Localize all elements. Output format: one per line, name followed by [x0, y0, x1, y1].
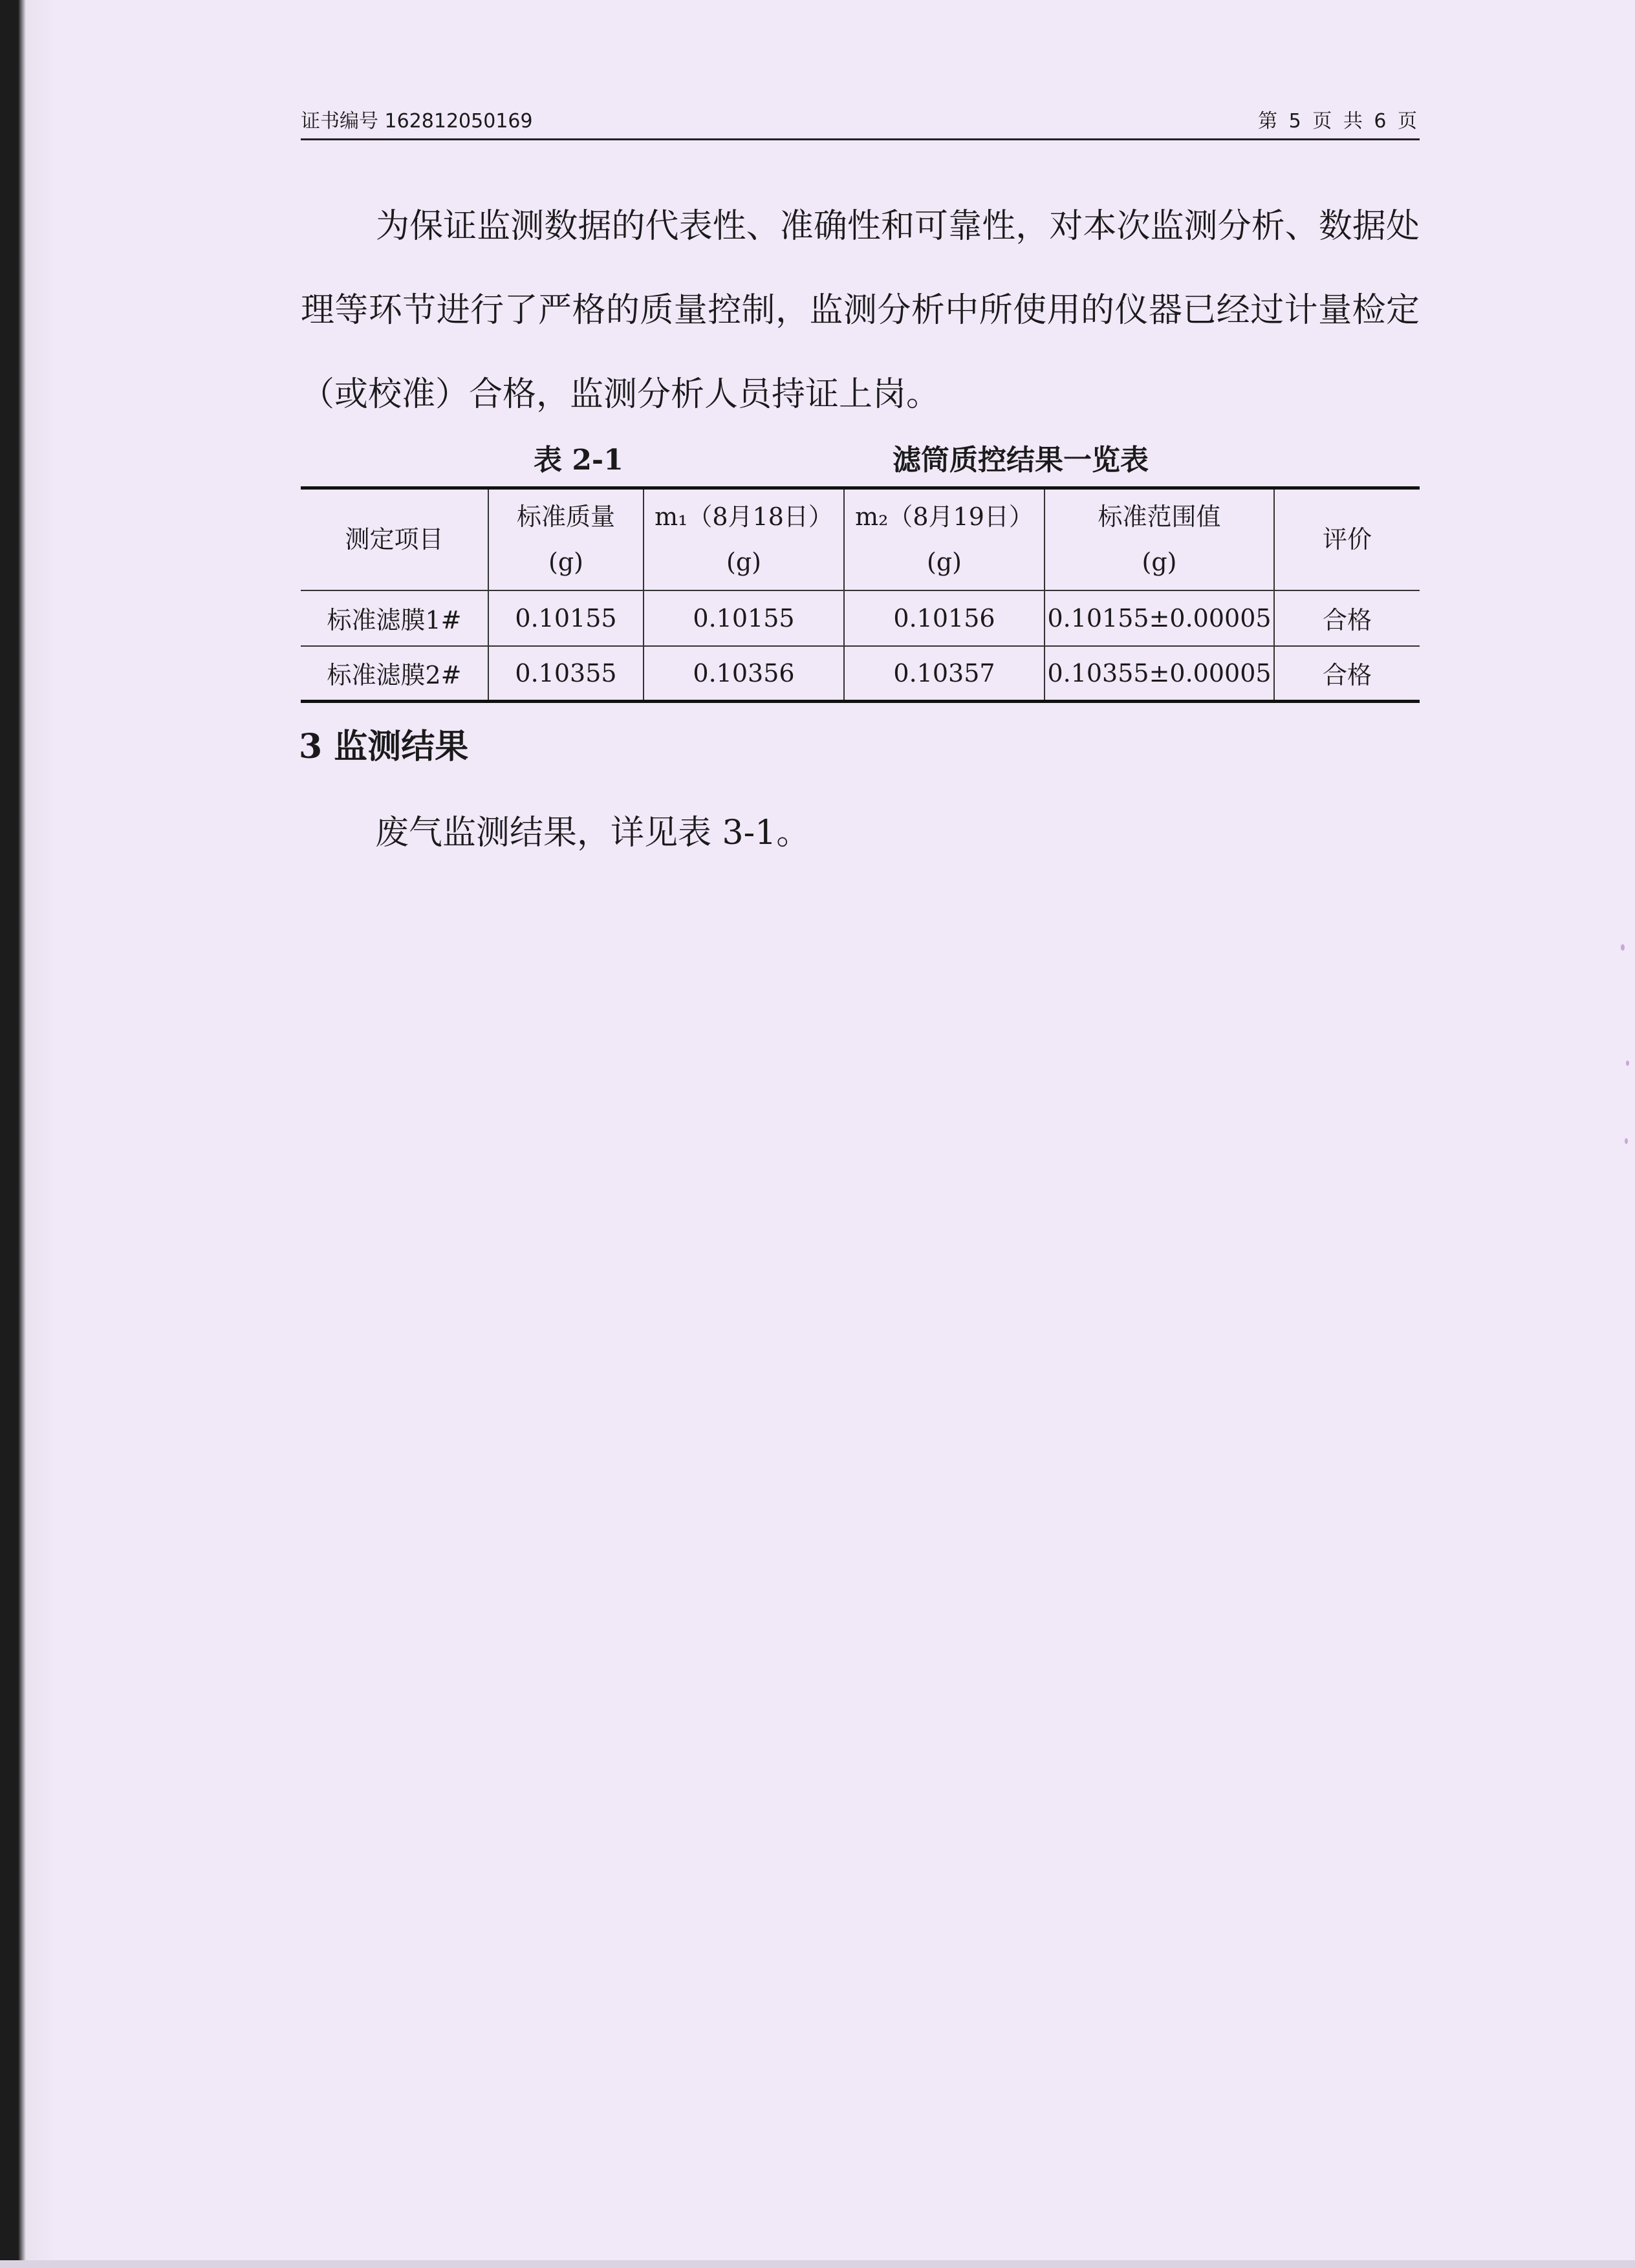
cell-evaluation: 合格 — [1274, 590, 1420, 646]
section-text: 废气监测结果，详见表 3-1。 — [375, 814, 810, 852]
qc-table — [301, 486, 1420, 703]
cell-standard-mass: 0.10355 — [488, 646, 644, 702]
cell-evaluation: 合格 — [1274, 646, 1420, 702]
page-number: 第 5 页 共 6 页 — [1258, 110, 1420, 133]
header-m2: m₂（8月19日） (g) — [844, 488, 1045, 590]
header-m1: m₁（8月18日） (g) — [644, 488, 844, 590]
header-evaluation: 评价 — [1274, 488, 1420, 590]
cell-m2: 0.10156 — [844, 590, 1045, 646]
table-row — [301, 590, 1420, 646]
table-title: 滤筒质控结果一览表 — [893, 444, 1149, 477]
intro-paragraph: 为保证监测数据的代表性、准确性和可靠性，对本次监测分析、数据处理等环节进行了严格的质量控制，监测分析中所使用的仪器已经过计量检定（或校准）合格，监测分析人员持证上岗。 — [301, 207, 1420, 414]
section-heading: 3 监测结果 — [299, 727, 469, 766]
cell-range: 0.10355±0.00005 — [1045, 646, 1274, 702]
scan-speck — [1621, 944, 1625, 951]
scan-speck — [1626, 1061, 1629, 1066]
cell-range: 0.10155±0.00005 — [1045, 590, 1274, 646]
scan-bottom-edge — [0, 2260, 1635, 2268]
cell-item: 标准滤膜2# — [301, 646, 488, 702]
page-header — [301, 102, 1420, 140]
scan-speck — [1625, 1138, 1628, 1144]
scan-edge — [0, 0, 54, 2268]
header-standard-mass: 标准质量 (g) — [488, 488, 644, 590]
cell-m1: 0.10356 — [644, 646, 844, 702]
header-item: 测定项目 — [301, 488, 488, 590]
certificate-number: 证书编号 162812050169 — [301, 110, 533, 133]
table-number: 表 2-1 — [534, 444, 623, 477]
cell-m2: 0.10357 — [844, 646, 1045, 702]
table-row — [301, 646, 1420, 702]
table-header-row — [301, 488, 1420, 590]
cell-item: 标准滤膜1# — [301, 590, 488, 646]
cell-m1: 0.10155 — [644, 590, 844, 646]
header-range: 标准范围值 (g) — [1045, 488, 1274, 590]
cell-standard-mass: 0.10155 — [488, 590, 644, 646]
